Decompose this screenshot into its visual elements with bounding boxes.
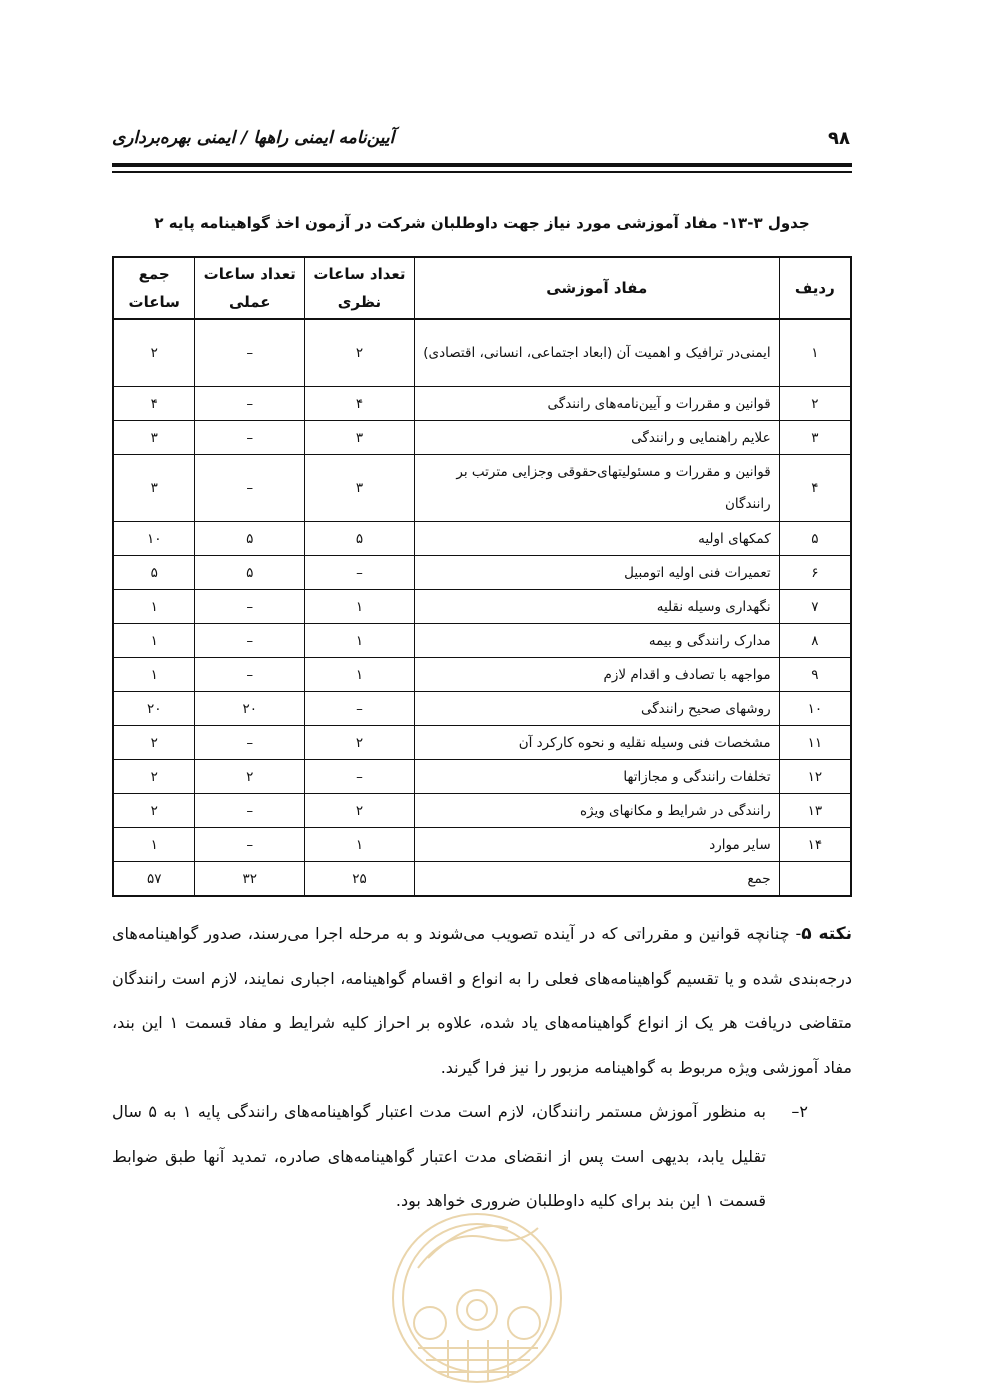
cell-theory-hours: ۳ xyxy=(305,455,415,522)
cell-theory-hours: ۱ xyxy=(305,624,415,658)
cell-theory-hours: ۴ xyxy=(305,387,415,421)
cell-practice-hours: – xyxy=(195,658,305,692)
cell-row-number: ۱۱ xyxy=(779,726,851,760)
seal-graphic xyxy=(388,1198,566,1388)
table-row xyxy=(113,455,851,522)
table-row xyxy=(113,726,851,760)
header-row-number: ردیف xyxy=(779,257,851,319)
publisher-seal-icon xyxy=(388,1198,566,1388)
table-row xyxy=(113,624,851,658)
cell-row-number: ۲ xyxy=(779,387,851,421)
cell-topic: قوانین و مقررات و مسئولیتهای‌حقوقی وجزایی مترتب بر رانندگان xyxy=(414,455,779,522)
table-sum-row xyxy=(113,862,851,897)
cell-total-hours: ۵۷ xyxy=(113,862,195,897)
header-rule-thick xyxy=(112,163,852,167)
cell-topic: نگهداری وسیله نقلیه xyxy=(414,590,779,624)
cell-topic: جمع xyxy=(414,862,779,897)
cell-theory-hours: ۱ xyxy=(305,590,415,624)
cell-row-number: ۱ xyxy=(779,319,851,387)
cell-practice-hours: – xyxy=(195,726,305,760)
cell-topic: علایم راهنمایی و رانندگی xyxy=(414,421,779,455)
cell-total-hours: ۵ xyxy=(113,556,195,590)
cell-theory-hours: – xyxy=(305,692,415,726)
cell-total-hours: ۱ xyxy=(113,624,195,658)
item-marker: ۲– xyxy=(791,1102,808,1121)
cell-topic: تخلفات رانندگی و مجازاتها xyxy=(414,760,779,794)
table-row xyxy=(113,658,851,692)
table-caption: جدول ۳-۱۳- مفاد آموزشی مورد نیاز جهت داوطلبان شرکت در آزمون اخذ گواهینامه پایه ۲ xyxy=(154,214,810,232)
note-paragraph xyxy=(112,912,852,1090)
header-theory-line1: تعداد ساعات xyxy=(313,265,406,283)
cell-topic: سایر موارد xyxy=(414,828,779,862)
table-header-row xyxy=(113,257,851,319)
running-title: آیین‌نامه ایمنی راهها / ایمنی بهره‌برداری xyxy=(112,128,395,148)
cell-theory-hours: ۲ xyxy=(305,726,415,760)
cell-row-number: ۱۰ xyxy=(779,692,851,726)
header-total-hours xyxy=(113,257,195,319)
cell-practice-hours: – xyxy=(195,828,305,862)
cell-total-hours: ۱ xyxy=(113,590,195,624)
header-topic: مفاد آموزشی xyxy=(414,257,779,319)
cell-total-hours: ۱ xyxy=(113,658,195,692)
cell-row-number: ۱۴ xyxy=(779,828,851,862)
cell-row-number: ۵ xyxy=(779,522,851,556)
cell-row-number: ۸ xyxy=(779,624,851,658)
cell-practice-hours: – xyxy=(195,455,305,522)
cell-topic: مواجهه با تصادف و اقدام لازم xyxy=(414,658,779,692)
table-row xyxy=(113,794,851,828)
cell-theory-hours: ۳ xyxy=(305,421,415,455)
cell-total-hours: ۱۰ xyxy=(113,522,195,556)
cell-practice-hours: ۵ xyxy=(195,556,305,590)
cell-topic: مشخصات فنی وسیله نقلیه و نحوه کارکرد آن xyxy=(414,726,779,760)
cell-topic: قوانین و مقررات و آیین‌نامه‌های رانندگی xyxy=(414,387,779,421)
page-number: ۹۸ xyxy=(828,128,850,149)
cell-row-number: ۹ xyxy=(779,658,851,692)
cell-total-hours: ۴ xyxy=(113,387,195,421)
cell-theory-hours: – xyxy=(305,760,415,794)
table-row xyxy=(113,556,851,590)
cell-practice-hours: ۵ xyxy=(195,522,305,556)
cell-theory-hours: – xyxy=(305,556,415,590)
cell-theory-hours: ۲۵ xyxy=(305,862,415,897)
note-label: نکته ۵ xyxy=(801,924,852,944)
cell-row-number xyxy=(779,862,851,897)
table-row xyxy=(113,760,851,794)
cell-row-number: ۱۳ xyxy=(779,794,851,828)
cell-total-hours: ۲۰ xyxy=(113,692,195,726)
cell-total-hours: ۲ xyxy=(113,319,195,387)
header-total-line1: جمع xyxy=(138,265,170,283)
cell-theory-hours: ۵ xyxy=(305,522,415,556)
cell-row-number: ۶ xyxy=(779,556,851,590)
cell-total-hours: ۲ xyxy=(113,726,195,760)
cell-theory-hours: ۲ xyxy=(305,794,415,828)
cell-topic: تعمیرات فنی اولیه اتومبیل xyxy=(414,556,779,590)
cell-topic: رانندگی در شرایط و مکانهای ویژه xyxy=(414,794,779,828)
cell-theory-hours: ۱ xyxy=(305,828,415,862)
cell-practice-hours: – xyxy=(195,319,305,387)
cell-practice-hours: – xyxy=(195,794,305,828)
cell-total-hours: ۲ xyxy=(113,794,195,828)
header-practice-line2: عملی xyxy=(228,293,271,311)
table-row xyxy=(113,828,851,862)
cell-practice-hours: ۳۲ xyxy=(195,862,305,897)
curriculum-table xyxy=(112,256,852,897)
table-row xyxy=(113,387,851,421)
header-practice-line1: تعداد ساعات xyxy=(203,265,296,283)
cell-row-number: ۴ xyxy=(779,455,851,522)
table-row xyxy=(113,590,851,624)
cell-row-number: ۷ xyxy=(779,590,851,624)
header-total-line2: ساعات xyxy=(128,293,180,311)
cell-total-hours: ۳ xyxy=(113,421,195,455)
cell-practice-hours: – xyxy=(195,387,305,421)
table-row xyxy=(113,522,851,556)
cell-practice-hours: ۲۰ xyxy=(195,692,305,726)
item-text: به منظور آموزش مستمر رانندگان، لازم است مدت اعتبار گواهینامه‌های رانندگی پایه ۱ به ۵ سال تقلیل یابد، بدیهی است پس از انقضای مدت اعتبار گواهینامه‌های صادره، تمدید آنها طبق ضوابط قسمت ۱ این بند برای کلیه داوطلبان ضروری خواهد بود. xyxy=(112,1102,767,1210)
cell-topic: مدارک رانندگی و بیمه xyxy=(414,624,779,658)
table-row xyxy=(113,319,851,387)
header-theory-hours xyxy=(305,257,415,319)
cell-total-hours: ۲ xyxy=(113,760,195,794)
cell-row-number: ۱۲ xyxy=(779,760,851,794)
cell-theory-hours: ۲ xyxy=(305,319,415,387)
table-row xyxy=(113,692,851,726)
header-practice-hours xyxy=(195,257,305,319)
table-row xyxy=(113,421,851,455)
cell-topic: ایمنی‌در ترافیک و اهمیت آن (ابعاد اجتماعی، انسانی، اقتصادی) xyxy=(414,319,779,387)
cell-practice-hours: – xyxy=(195,421,305,455)
cell-practice-hours: – xyxy=(195,590,305,624)
header-theory-line2: نظری xyxy=(337,293,382,311)
cell-practice-hours: – xyxy=(195,624,305,658)
cell-theory-hours: ۱ xyxy=(305,658,415,692)
cell-topic: روشهای صحیح رانندگی xyxy=(414,692,779,726)
header-rule-thin xyxy=(112,171,852,173)
cell-total-hours: ۱ xyxy=(113,828,195,862)
cell-topic: کمکهای اولیه xyxy=(414,522,779,556)
note-text: - چنانچه قوانین و مقرراتی که در آینده تصویب می‌شوند و به مرحله اجرا می‌رسند، صدور گواهینامه‌های درجه‌بندی شده و یا تقسیم گواهینامه‌های فعلی را به انواع و اقسام گواهینامه، اجباری نمایند، لازم است رانندگان متقاضی دریافت هر یک از انواع گواهینامه‌های یاد شده، علاوه بر احراز کلیه شرایط و مفاد قسمت ۱ این بند، مفاد آموزشی ویژه مربوط به گواهینامه مزبور را نیز فرا گیرند. xyxy=(112,924,853,1077)
table-body xyxy=(113,319,851,896)
cell-total-hours: ۳ xyxy=(113,455,195,522)
cell-row-number: ۳ xyxy=(779,421,851,455)
page-header xyxy=(112,128,852,156)
cell-practice-hours: ۲ xyxy=(195,760,305,794)
